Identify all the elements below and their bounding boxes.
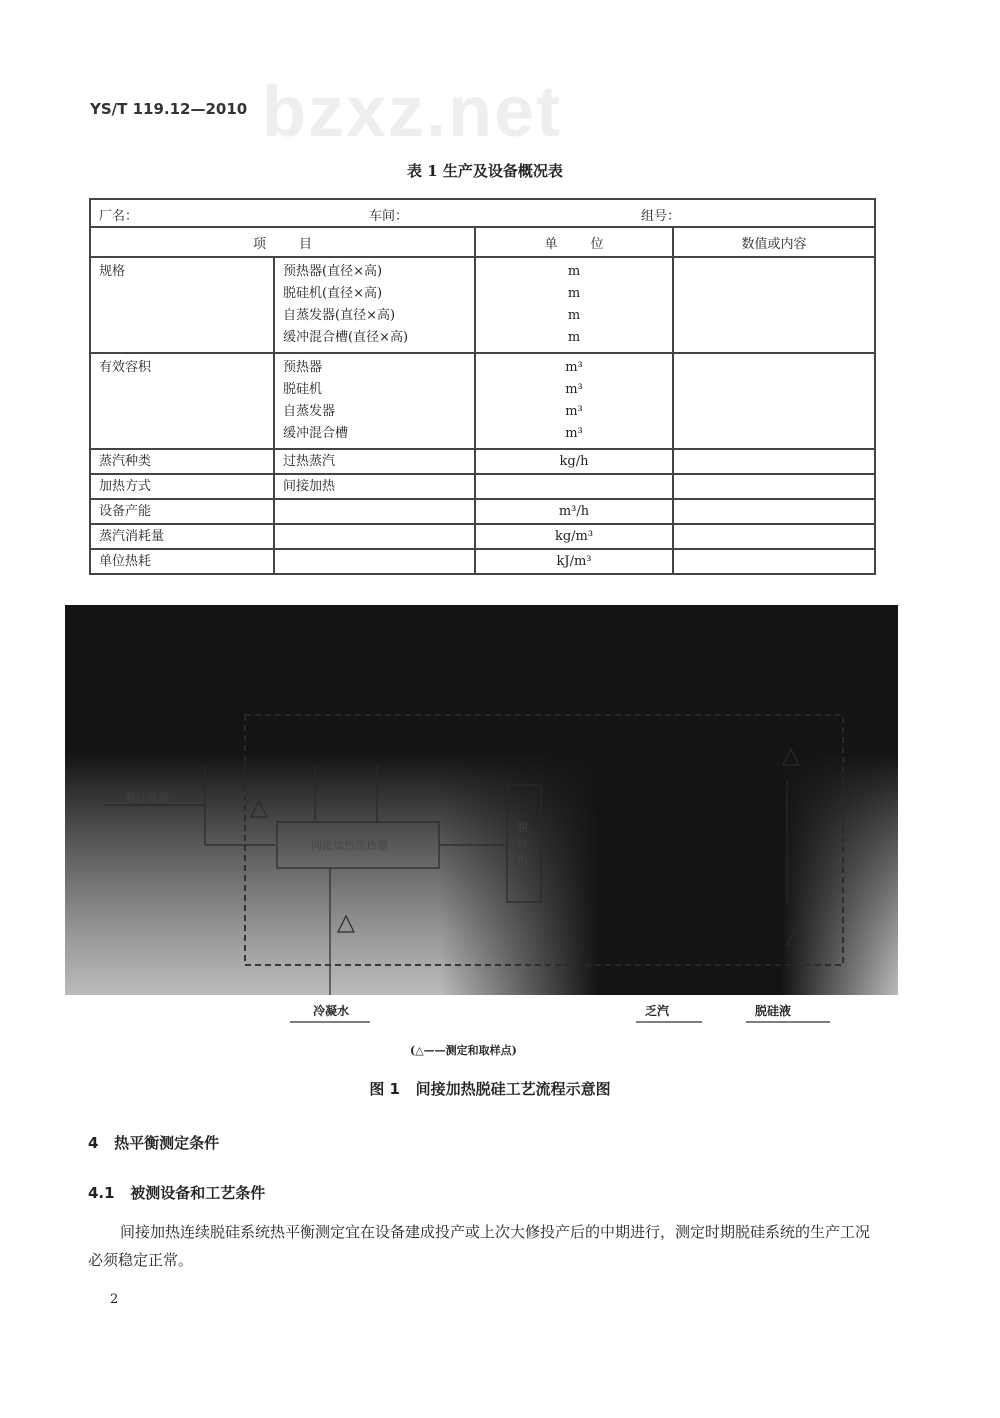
- row-units-line: kJ/m³: [556, 554, 592, 569]
- row-value: [673, 474, 875, 499]
- row-items: [274, 257, 475, 353]
- watermark: bzxz.net: [262, 72, 563, 152]
- table-header-row: [90, 227, 875, 257]
- row-units: [475, 474, 673, 499]
- row-units: [475, 257, 673, 353]
- row-units-line: m³/h: [558, 504, 590, 519]
- table-row: [90, 549, 875, 574]
- row-items-line: 自蒸发器(直径×高): [283, 308, 396, 323]
- row-items: [274, 449, 475, 474]
- row-value: [673, 353, 875, 449]
- row-value: [673, 524, 875, 549]
- section-4-1-heading: 4.1 被测设备和工艺条件: [88, 1184, 266, 1202]
- row-items-line: [283, 527, 466, 546]
- row-items-line: 自蒸发器: [283, 404, 336, 419]
- table-row: [90, 449, 875, 474]
- row-units-line: [484, 477, 664, 496]
- section-4-1-text: 间接加热连续脱硅系统热平衡测定宜在设备建成投产或上次大修投产后的中期进行，测定时期脱硅系统的生产工况必须稳定正常。: [88, 1223, 871, 1269]
- raw-liquid-label: 脱硅原液: [125, 791, 169, 804]
- header-item: 项 目: [90, 227, 475, 257]
- row-items-line: 预热器: [283, 360, 323, 375]
- group-label: 组号：: [641, 209, 681, 224]
- row-units: [475, 549, 673, 574]
- flow-lines: [65, 605, 898, 995]
- table-row: [90, 257, 875, 353]
- row-units-line: m: [567, 264, 581, 279]
- row-units-line: m³: [565, 426, 583, 441]
- row-items: [274, 499, 475, 524]
- row-items-line: 缓冲混合槽(直径×高): [283, 330, 409, 345]
- table-row: [90, 499, 875, 524]
- row-category: 蒸汽消耗量: [90, 524, 274, 549]
- table-row: [90, 524, 875, 549]
- output-lines: [0, 995, 1000, 1025]
- row-units: [475, 524, 673, 549]
- table-row: [90, 353, 875, 449]
- row-units: [475, 449, 673, 474]
- figure-legend: (△——测定和取样点): [410, 1044, 517, 1057]
- row-category: 单位热耗: [90, 549, 274, 574]
- row-units-line: m³: [565, 382, 583, 397]
- row-items: [274, 549, 475, 574]
- row-category: 规格: [90, 257, 274, 353]
- workshop-label: 车间：: [369, 209, 409, 224]
- table-meta-row: [90, 199, 875, 227]
- row-units-line: m: [567, 286, 581, 301]
- exhaust-steam-label: 乏汽: [645, 1004, 670, 1018]
- row-value: [673, 499, 875, 524]
- standard-number: YS/T 119.12—2010: [90, 100, 248, 118]
- row-items-line: [283, 552, 466, 571]
- figure-caption: 图 1 间接加热脱硅工艺流程示意图: [369, 1080, 611, 1098]
- row-units-line: m: [567, 308, 581, 323]
- page-number: 2: [110, 1292, 119, 1307]
- row-items-line: 缓冲混合槽: [283, 426, 349, 441]
- row-items: [274, 524, 475, 549]
- row-units-line: m³: [565, 360, 583, 375]
- header-unit: 单 位: [475, 227, 673, 257]
- row-units-line: kg/m³: [554, 529, 594, 544]
- table-title: 表 1 生产及设备概况表: [407, 162, 563, 180]
- row-category: 蒸汽种类: [90, 449, 274, 474]
- row-items-line: [283, 502, 466, 521]
- row-value: [673, 257, 875, 353]
- row-units-line: kg/h: [559, 454, 589, 469]
- preheater-label: 间接加热预热器: [311, 839, 388, 852]
- row-category: 设备产能: [90, 499, 274, 524]
- equipment-table: [89, 198, 876, 575]
- row-units: [475, 353, 673, 449]
- row-items-line: 脱硅机: [283, 382, 323, 397]
- row-items-line: 间接加热: [283, 479, 336, 494]
- row-category: 加热方式: [90, 474, 274, 499]
- header-value: 数值或内容: [673, 227, 875, 257]
- desilicated-liquid-label: 脱硅液: [755, 1004, 792, 1018]
- factory-label: 厂名：: [99, 209, 139, 224]
- process-flow-diagram: [65, 605, 898, 995]
- row-units-line: m³: [565, 404, 583, 419]
- row-value: [673, 449, 875, 474]
- condensate-label: 冷凝水: [313, 1004, 350, 1018]
- table-row: [90, 474, 875, 499]
- row-items-line: 脱硅机(直径×高): [283, 286, 383, 301]
- row-units: [475, 499, 673, 524]
- row-category: 有效容积: [90, 353, 274, 449]
- section-4-heading: 4 热平衡测定条件: [88, 1134, 220, 1152]
- row-items-line: 过热蒸汽: [283, 454, 336, 469]
- row-items: [274, 353, 475, 449]
- desilicator-label: 脱硅机: [517, 821, 528, 866]
- row-items-line: 预热器(直径×高): [283, 264, 383, 279]
- row-value: [673, 549, 875, 574]
- row-units-line: m: [567, 330, 581, 345]
- row-items: [274, 474, 475, 499]
